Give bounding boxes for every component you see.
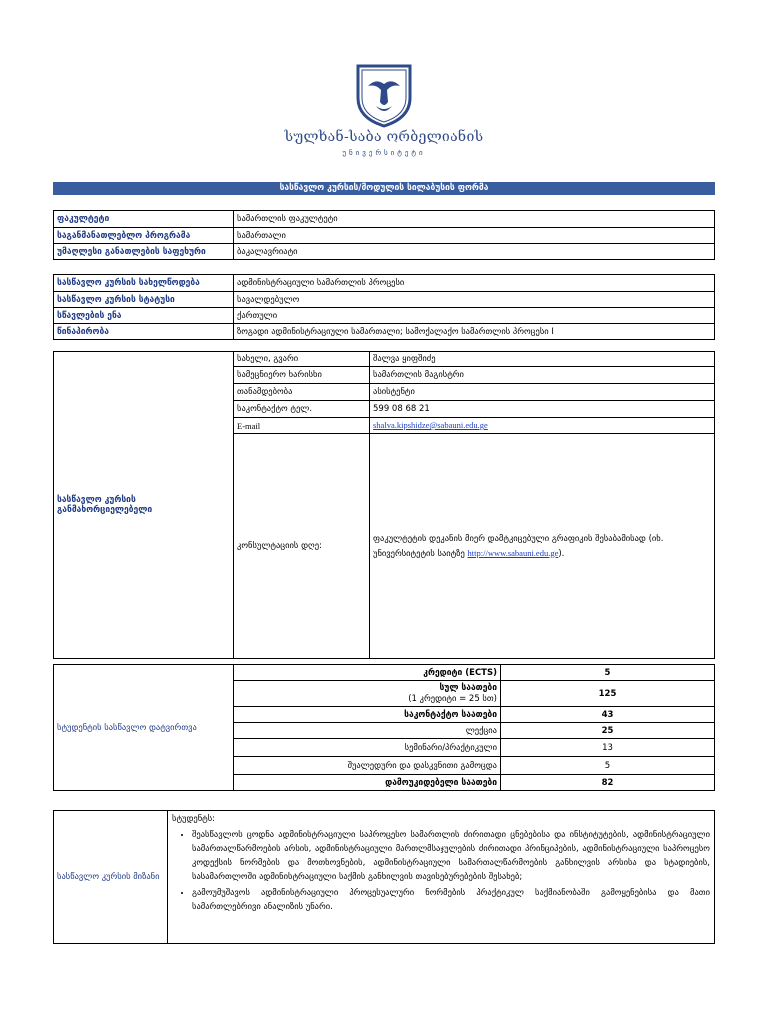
instructor-section-label: სასწავლო კურსის განმახორციელებელი bbox=[54, 352, 234, 659]
midterm-value: 5 bbox=[501, 757, 715, 775]
course-status-label: სასწავლო კურსის სტატუსი bbox=[54, 292, 234, 308]
university-name: სულხან-საბა ორბელიანის bbox=[284, 129, 484, 145]
university-subtitle: უნივერსიტეტი bbox=[342, 149, 426, 157]
table-row bbox=[54, 244, 715, 260]
table-row bbox=[54, 665, 715, 681]
workload-section-label: სტუდენტის სასწავლო დატვირთვა bbox=[54, 665, 234, 791]
table-row bbox=[54, 811, 715, 944]
degree-value: სამართლის მაგისტრი bbox=[370, 367, 715, 384]
total-hours-label: სულ საათები bbox=[439, 682, 497, 693]
phone-label: საკონტაქტო ტელ. bbox=[234, 401, 370, 418]
contact-hours-label: საკონტაქტო საათები bbox=[234, 707, 501, 723]
phone-value: 599 08 68 21 bbox=[370, 401, 715, 418]
prerequisite-value: ზოგადი ადმინისტრაციული სამართალი; სამოქალაქო სამართლის პროცესი I bbox=[234, 324, 715, 340]
prerequisite-label: წინაპირობა bbox=[54, 324, 234, 340]
table-row bbox=[54, 292, 715, 308]
consultation-value bbox=[370, 434, 715, 659]
syllabus-form-banner: სასწავლო კურსის/მოდულის სილაბუსის ფორმა bbox=[53, 182, 715, 195]
workload-table bbox=[53, 664, 715, 791]
seminar-value: 13 bbox=[501, 739, 715, 757]
program-label: საგანმანათლებლო პროგრამა bbox=[54, 228, 234, 244]
position-value: ასისტენტი bbox=[370, 384, 715, 401]
contact-hours-value: 43 bbox=[501, 707, 715, 723]
instructor-table bbox=[53, 351, 715, 659]
table-row bbox=[54, 324, 715, 340]
course-name-label: სასწავლო კურსის სახელწოდება bbox=[54, 275, 234, 292]
table-row bbox=[54, 275, 715, 292]
consultation-label: კონსულტაციის დღე: bbox=[234, 434, 370, 659]
lecture-label: ლექცია bbox=[234, 723, 501, 739]
goal-table bbox=[53, 810, 715, 944]
name-label: სახელი, გვარი bbox=[234, 352, 370, 367]
credit-label: კრედიტი (ECTS) bbox=[234, 665, 501, 681]
lecture-value: 25 bbox=[501, 723, 715, 739]
total-hours-value: 125 bbox=[501, 681, 715, 707]
total-hours-note: (1 კრედიტი = 25 სთ) bbox=[408, 693, 497, 704]
goal-section-label: სასწავლო კურსის მიზანი bbox=[54, 811, 168, 944]
goal-list bbox=[172, 828, 710, 914]
credit-value: 5 bbox=[501, 665, 715, 681]
table-row bbox=[54, 228, 715, 244]
email-label: E-mail bbox=[234, 418, 370, 434]
table-row bbox=[54, 211, 715, 228]
language-label: სწავლების ენა bbox=[54, 308, 234, 324]
total-hours-cell bbox=[234, 681, 501, 707]
university-site-link[interactable]: http://www.sabauni.edu.ge bbox=[467, 547, 559, 558]
course-info-table bbox=[53, 274, 715, 340]
position-label: თანამდებობა bbox=[234, 384, 370, 401]
table-row bbox=[54, 352, 715, 367]
goal-content bbox=[168, 811, 715, 944]
midterm-label: შუალედური და დასკვნითი გამოცდა bbox=[234, 757, 501, 775]
faculty-label: ფაკულტეტი bbox=[54, 211, 234, 228]
seminar-label: სემინარი/პრაქტიკული bbox=[234, 739, 501, 757]
faculty-value: სამართლის ფაკულტეტი bbox=[234, 211, 715, 228]
level-label: უმაღლესი განათლების საფეხური bbox=[54, 244, 234, 260]
faculty-table bbox=[53, 210, 715, 260]
email-link[interactable]: shalva.kipshidze@sabauni.edu.ge bbox=[373, 420, 488, 430]
independent-hours-value: 82 bbox=[501, 775, 715, 791]
list-item: • შეასწავლოს ცოდნა ადმინისტრაციული საპროცესო სამართლის ძირითადი ცნებებისა და ინსტიტუტების, ადმინისტრაციული სამართალწარმოების არსის, ადმინისტრაციული მართლმსაჯულების ძირითადი პრინციპების, ადმინისტრაციული საპროცესო კოდექსის ნორმების და მოთხოვნების, ადმინისტრაციული სამართალწარმოების განხილვის არსისა და სტადიების, სასამართლოში ადმინისტრაციული საქმის განხილვის თავისებურებების შესახებ; bbox=[192, 828, 710, 884]
university-logo bbox=[354, 64, 414, 128]
degree-label: სამეცნიერო ხარისხი bbox=[234, 367, 370, 384]
language-value: ქართული bbox=[234, 308, 715, 324]
consultation-text: ფაკულტეტის დეკანის მიერ დამტკიცებული გრაფიკის შესაბამისად (იხ. უნივერსიტეტის საიტზე bbox=[373, 533, 664, 559]
course-status-value: სავალდებულო bbox=[234, 292, 715, 308]
consultation-end: ). bbox=[558, 548, 565, 559]
independent-hours-label: დამოუკიდებელი საათები bbox=[234, 775, 501, 791]
course-name-value: ადმინისტრაციული სამართლის პროცესი bbox=[234, 275, 715, 292]
dove-shield-icon bbox=[354, 64, 414, 128]
name-value: შალვა ყიფშიძე bbox=[370, 352, 715, 367]
table-row bbox=[54, 308, 715, 324]
goal-intro: სტუდენტს: bbox=[172, 814, 216, 824]
list-item: • გამოუმუშავოს ადმინისტრაციული პროცესუალური ნორმების პრაქტიკულ საქმიანობაში გამოყენებისა და მათი სამართლებრივი ანალიზის უნარი. bbox=[192, 886, 710, 914]
program-value: სამართალი bbox=[234, 228, 715, 244]
level-value: ბაკალავრიატი bbox=[234, 244, 715, 260]
